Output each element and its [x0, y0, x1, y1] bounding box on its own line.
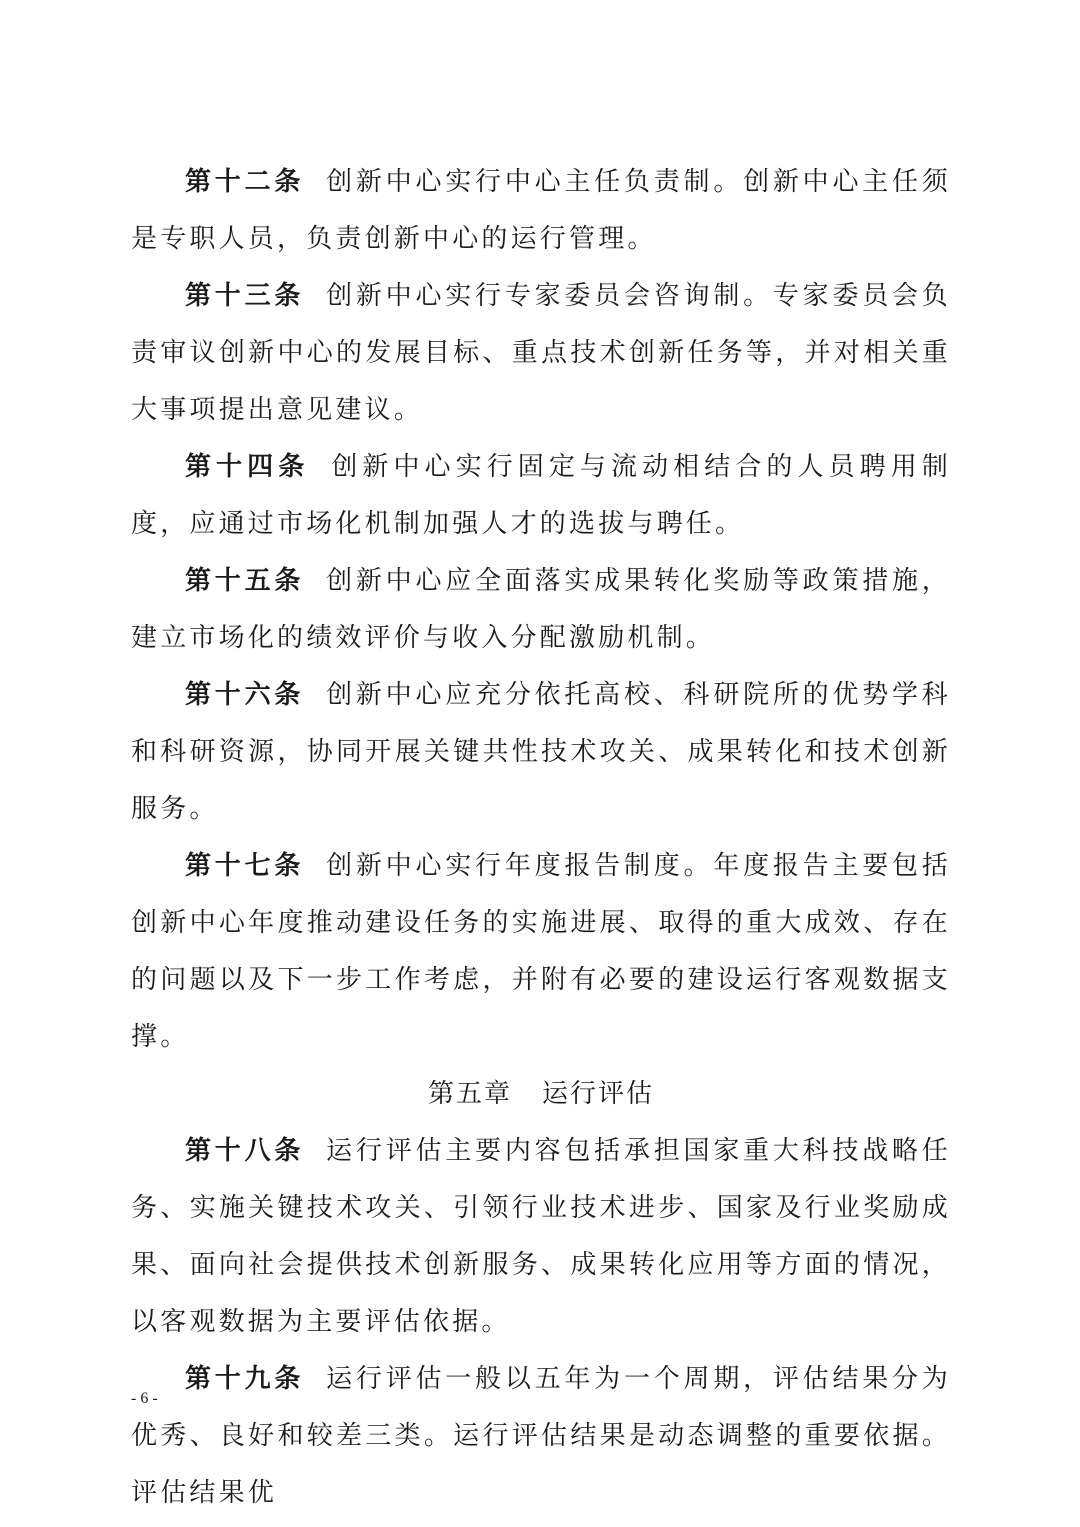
article-text: 创新中心实行固定与流动相结合的人员聘用制度，应通过市场化机制加强人才的选拔与聘任。 — [131, 452, 951, 539]
article-label: 第十二条 — [185, 167, 305, 197]
article-15 — [131, 553, 951, 667]
document-body — [131, 154, 951, 1522]
article-14 — [131, 439, 951, 553]
article-12 — [131, 154, 951, 268]
article-text: 创新中心实行中心主任负责制。创新中心主任须是专职人员，负责创新中心的运行管理。 — [131, 167, 951, 254]
article-label: 第十七条 — [185, 851, 305, 881]
chapter-title: 运行评估 — [542, 1079, 655, 1109]
chapter-heading — [131, 1066, 951, 1123]
article-18 — [131, 1123, 951, 1351]
article-text: 创新中心实行年度报告制度。年度报告主要包括创新中心年度推动建设任务的实施进展、取得的重大成效、存在的问题以及下一步工作考虑，并附有必要的建设运行客观数据支撑。 — [131, 851, 951, 1052]
article-label: 第十四条 — [185, 452, 310, 482]
article-label: 第十六条 — [185, 680, 305, 710]
article-text: 创新中心应充分依托高校、科研院所的优势学科和科研资源，协同开展关键共性技术攻关、成果转化和技术创新服务。 — [131, 680, 951, 824]
article-text: 创新中心实行专家委员会咨询制。专家委员会负责审议创新中心的发展目标、重点技术创新任务等，并对相关重大事项提出意见建议。 — [131, 281, 951, 425]
article-label: 第十九条 — [185, 1364, 305, 1394]
article-17 — [131, 838, 951, 1066]
article-label: 第十三条 — [185, 281, 305, 311]
article-label: 第十五条 — [185, 566, 305, 596]
article-13 — [131, 268, 951, 439]
article-text: 运行评估一般以五年为一个周期，评估结果分为优秀、良好和较差三类。运行评估结果是动态调整的重要依据。评估结果优 — [131, 1364, 951, 1508]
article-text: 运行评估主要内容包括承担国家重大科技战略任务、实施关键技术攻关、引领行业技术进步、国家及行业奖励成果、面向社会提供技术创新服务、成果转化应用等方面的情况，以客观数据为主要评估依据。 — [131, 1136, 951, 1337]
page-number: - 6 - — [131, 1390, 158, 1407]
article-19 — [131, 1351, 951, 1522]
article-16 — [131, 667, 951, 838]
article-text: 创新中心应全面落实成果转化奖励等政策措施，建立市场化的绩效评价与收入分配激励机制。 — [131, 566, 951, 653]
chapter-number: 第五章 — [427, 1079, 512, 1109]
article-label: 第十八条 — [185, 1136, 305, 1166]
